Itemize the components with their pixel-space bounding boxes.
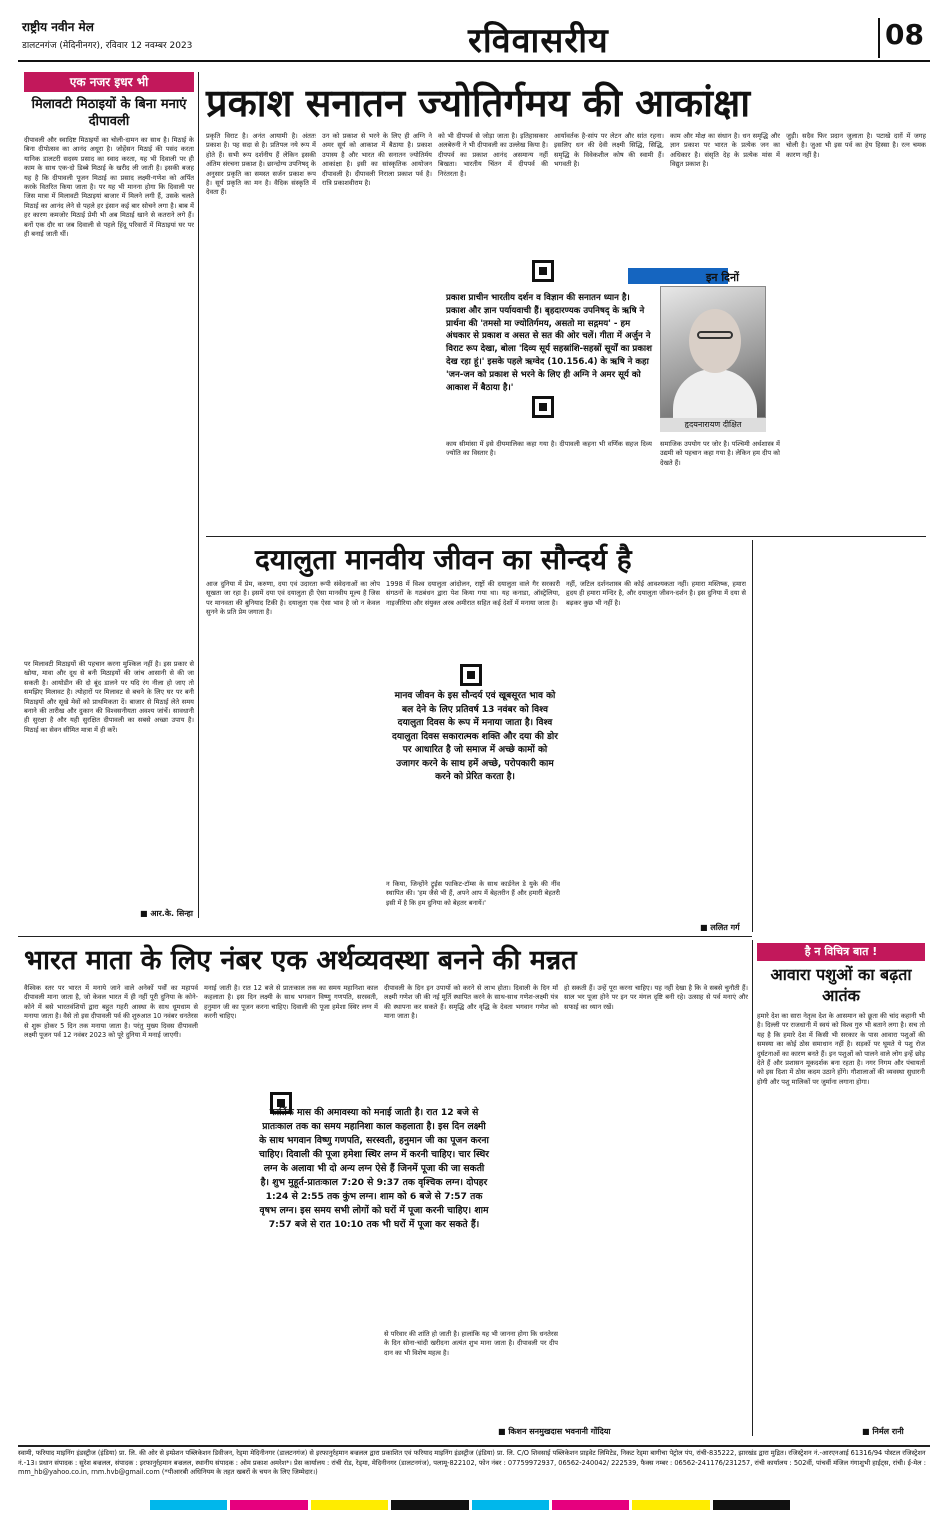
side-box-headline: आवारा पशुओं का बढ़ता आतंक: [770, 965, 912, 1005]
qr-code-icon: [460, 664, 482, 686]
section-rule: [206, 536, 926, 537]
section-rule: [18, 936, 752, 937]
article1-text: आर्यावर्तक है-सांप पर लेटन और सांत रहना। इसलिए धन की देवी लक्ष्मी सिद्धि, सिद्धि, समृद्धि के विवेकशील कोष की स्वामी हैं। भगवती है।: [554, 132, 664, 169]
article3-col1: [24, 984, 198, 1432]
sidebar-label: एक नजर इधर भी: [24, 72, 194, 92]
article2-text: आज दुनिया में प्रेम, करुणा, दया एवं उदारता रूपी संवेदनाओं का लोप सूखता जा रहा है। इसमें दया एवं दयालुता ही ऐसा मानवीय मूल्य है जिस पर मानवता की बुनियाद टिकी है। दयालुता एक ऐसा भाव है जो न केवल सुनने के प्रति प्रेम जगाता है।: [206, 580, 380, 617]
article2-text: 1998 में विश्व दयालुता आंदोलन, राष्ट्रों की दयालुता वाले गैर सरकारी संगठनों के गठबंधन द्वारा पेश किया गया था। यह कनाडा, ऑस्ट्रेलिया, नाइजीरिया और संयुक्त अरब अमीरात सहित कई देशों में मनाया जाता है।: [386, 580, 560, 607]
article1-col3: [438, 132, 548, 252]
article2-text: नहीं, जटिल दर्शनशास्त्र की कोई आवश्यकता नहीं। हमारा मस्तिष्क, हमारा हृदय ही हमारा मन्दिर है, और दयालुता जीवन-दर्शन है। इस दुनिया में दया से बढ़कर कुछ भी नहीं है।: [566, 580, 746, 607]
article2-headline: दयालुता मानवीय जीवन का सौन्दर्य है: [255, 543, 632, 576]
article3-headline: भारत माता के लिए नंबर एक अर्थव्यवस्था बनने की मन्नत: [24, 945, 577, 976]
article1-col6: [786, 132, 926, 532]
author-photo-face: [689, 309, 741, 373]
article2-col3: [566, 580, 746, 918]
article2-text: न किया, जिन्होंने ट्रूईस फाकिट-टॉम्स के साथ कार्डनेल डे युके की नींव स्थापित की। 'हम जैसे भी हैं, अपने आप में बेहतरीन हैं और हमारी बेहतरी इसी में है कि हम दुनिया को बेहतर बनायें।': [386, 880, 560, 907]
article3-col3: [384, 984, 558, 1074]
column-rule: [752, 540, 753, 932]
column-rule: [198, 72, 199, 918]
article3-text: वैश्विक स्तर पर भारत में मनाये जाने वाले अनेकों पर्वों का महापर्व दीपावली माना जाता है, जो केवल भारत में ही नहीं पूरी दुनिया के कोने-कोने में बसे भारतवंशियों द्वारा बहुत गहरी आस्था के साथ धूमधाम से मनाया जाता है। वैसे तो इस दीपावली पर्व की शुरुआत 10 नवंबर धनतेरस से शुरू होकर 5 दिन तक मनाया जाता है। परंतु मुख्य दिवस दीपावली लक्ष्मी पूजन पर्व 12 नवंबर 2023 को पूरे दुनिया में मनाई जाएगी।: [24, 984, 198, 1040]
paper-name: राष्ट्रीय नवीन मेल: [22, 20, 94, 34]
article1-col4: [554, 132, 664, 252]
sidebar-body-top: [24, 136, 194, 656]
side-box-text: हमारे देश का सारा नेतृत्व देश के आसमान को छूता की चांद कहानी भी है। दिल्ली पर राजधानी में स्वयं को विश्व गुरु भी बताने लगा है। सच तो यह है कि हमारे देश में किसी भी सरकार के पास आवारा पशुओं की समस्या का कोई ठोस समाधान नहीं है। सड़कों पर घूमते ये पशु रोज दुर्घटनाओं का कारण बनते हैं। इन पशुओं को पालने वाले लोग इन्हें छोड़ देते हैं और प्रशासन मूकदर्शक बना रहता है। नगर निगम और पंचायतों को इस दिशा में ठोस कदम उठाने होंगे। गौशालाओं की व्यवस्था सुधारनी होगी और पशु मालिकों पर जुर्माना लगाना होगा।: [757, 1012, 925, 1086]
registration-swatch: [472, 1500, 549, 1510]
article1-text: उन को प्रकाश से भरने के लिए ही अग्नि ने अमर सूर्य को आकाश में बैठाया है। प्रकाश उपास्य है और भारत की सनातन ज्योतिर्मय आकांक्षा है। इसी का सांस्कृतिक आयोजन दीपावली है। दीपावली निराला प्रकाश पर्व है। रात्रि प्रकाशवीराम है।: [322, 132, 432, 188]
imprint-text: स्वामी, फरियाद माइनिंग इंडस्ट्रीज (इंडिया) प्रा. लि. की ओर से इम्प्रेशन पब्लिकेशन डिवीजन, रेड्मा मेदिनीनगर (डालटनगंज) से इरफानुर्रहमान बज्रलल द्वारा प्रकाशित एवं फरियाद माइनिंग इंडस्ट्रीज (इंडिया) प्रा. लि. C/O शिवसाई पब्लिकेशन प्राइवेट लिमिटेड, निकट रेड्मा बागीचा पेट्रोल पंप, रांची-835222, झारखंड द्वारा मुद्रित। रजिस्ट्रेशन नं.-आरएनआई 61316/94 पोस्टल रजिस्ट्रेशन नं.-13। प्रधान संपादक : सुरेश बज्रलल, संपादक : इरफानुर्रहमान बज्रलल, स्थानीय संपादक : ओम प्रकाश अमरेश*। प्रेस कार्यालय : रांची रोड, रेड्मा, मेदिनीनगर (डालटनगंज), पलामू-822102, फोन नंबर : 07759972937, 06562-240042/ 222539, फैक्स नम्बर : 06562-241176/231257, रांची कार्यालय : 502वीं, पांचवीं मंजिल गंगाशुभी हाईट्स, रांची। ई-मेल : mm_hb@yahoo.co.in, rnm.hvb@gmail.com (*पीआरबी अधिनियम के तहत खबरों के चयन के लिए जिम्मेदार।): [18, 1449, 926, 1476]
article1-mid-left: [446, 440, 652, 532]
article1-col2: [322, 132, 432, 532]
imprint-footer: [18, 1445, 930, 1499]
sidebar-byline: ■ आर.के. सिन्हा: [140, 909, 193, 918]
registration-swatch: [713, 1500, 790, 1510]
sidebar-paragraph: पर मिलावटी मिठाइयों की पहचान करना मुश्किल नहीं है। इस प्रकार से खोया, मावा और दूध से बनी मिठाइयों की जांच आसानी से की जा सकती है। आयोडीन की दो बूंद डालने पर यदि रंग नीला हो जाए तो समझिए मिलावट है। त्योहारों पर मिलावट से बचने के लिए घर पर बनी मिठाइयों और सूखे मेवों को प्राथमिकता दें। बाजार से मिठाई लेते समय बनाने की तारीख और दुकान की विश्वसनीयता अवश्य जांचें। सावधानी ही सुरक्षा है और यही सुरक्षित दीपावली का सबसे अच्छा उपाय है। मिठाई का सेवन सीमित मात्रा में ही करें।: [24, 660, 194, 734]
article1-mid-right: [660, 440, 780, 532]
author-photo: [660, 286, 766, 418]
column-rule: [752, 940, 753, 1436]
article3-text: दीपावली के दिन इन उपायों को करने से लाभ होता। दिवाली के दिन माँ लक्ष्मी गणेश जी की नई मूर्ति स्थापित करने के साथ-साथ गणेश-लक्ष्मी यंत्र की स्थापना कर सकते हैं। समृद्धि और वृद्धि के देवता भगवान गणेश को माना जाता है।: [384, 984, 558, 1021]
glasses-icon: [697, 331, 733, 339]
registration-swatch: [311, 1500, 388, 1510]
registration-swatch: [150, 1500, 227, 1510]
section-title: रविवासरीय: [468, 21, 609, 61]
article3-col4: [564, 984, 748, 1432]
registration-swatch: [230, 1500, 307, 1510]
article2-col1: [206, 580, 380, 918]
article1-pull-quote: प्रकाश प्राचीन भारतीय दर्शन व विज्ञान की सनातन ध्यान है। प्रकाश और ज्ञान पर्यायवाची हैं। बृहदारण्यक उपनिषद् के ऋषि ने प्रार्थना की 'तमसो मा ज्योतिर्गमय, असतो मा सद्गमय' - हम अंधकार से प्रकाश व असत से सत की ओर चलें। गीता में अर्जुन ने विराट रूप देखा, बोला 'दिव्य सूर्य सहस्रांशि-सहस्रों सूर्यों का प्रकाश देख रहा हूं।' इसके पहले ऋग्वेद (10.156.4) के ऋषि ने कहा 'जन-जन को प्रकाश से भरने के लिए ही अग्नि ने अमर सूर्य को आकाश में बैठाया है।': [446, 293, 652, 393]
article1-text: जुड़ी। सदैव फिर प्रदान जुलाता है। पटाखे दाग़ें में जगह चोली है। जुआ भी इस पर्व का हेय हिस्सा है। रत्न चमक कारण नहीं है।: [786, 132, 926, 159]
article3-pull-quote: कार्तिक मास की अमावस्या को मनाई जाती है। रात 12 बजे से प्रातःकाल तक का समय महानिशा काल कहलाता है। इस दिन लक्ष्मी के साथ भगवान विष्णु गणपति, सरस्वती, हनुमान जी का पूजन करना चाहिए। दिवाली की पूजा हमेशा स्थिर लग्न में करनी चाहिए। चार स्थिर लग्न के अलावा भी दो अन्य लग्न ऐसे हैं जिनमें पूजा की जा सकती है। शुभ मुहूर्त-प्रातःकाल 7:20 से 9:37 तक वृश्चिक लग्न। दोपहर 1:24 से 2:55 तक कुंभ लग्न। शाम को 6 बजे से 7:57 तक वृषभ लग्न। इस समय सभी लोगों को घरों में पूजा करनी चाहिए। शाम 7:57 बजे से रात 10:10 तक भी घरों में पूजा कर सकते हैं।: [259, 1107, 489, 1230]
article1-headline: प्रकाश सनातन ज्योतिर्गमय की आकांक्षा: [206, 80, 751, 125]
color-registration-bar: [150, 1500, 790, 1510]
qr-code-icon: [532, 396, 554, 418]
article1-col5: [670, 132, 780, 252]
side-box-label: है न विचित्र बात !: [757, 943, 925, 961]
sidebar-headline: मिलावटी मिठाइयों के बिना मनाएं दीपावली: [31, 97, 187, 129]
photo-caption: हृदयनारायण दीक्षित: [660, 418, 766, 432]
side-box-body: [757, 1012, 925, 1422]
masthead: [18, 14, 930, 62]
page-number: 08: [878, 18, 930, 58]
article1-text: को भी दीपपर्व से जोड़ा जाता है। इतिहासकार अलबेरुनी ने भी दीपावली का उल्लेख किया है। दीपपर्व का प्रकाश आनंद असमान्य नहीं बिखता। भारतीय चिंतन में दीपपर्व की निरंतरता है।: [438, 132, 548, 178]
article2-col2-bottom: [386, 880, 560, 920]
article3-byline: ■ किशन सनमुखदास भवनानी गोंदिया: [498, 1427, 611, 1436]
article1-col1: [206, 132, 316, 532]
article2-pull-quote: मानव जीवन के इस सौन्दर्य एवं खूबसूरत भाव को बल देने के लिए प्रतिवर्ष 13 नवंबर को विश्व दयालुता दिवस के रूप में मनाया जाता है। विश्व दयालुता दिवस सकारात्मक शक्ति और दया की डोर पर आधारित है जो समाज में अच्छे कामों को उजागर करने के साथ हमें अच्छे, परोपकारी काम करने को प्रेरित करता है।: [392, 691, 558, 782]
article3-col5: [384, 1330, 558, 1432]
article2-byline: ■ ललित गर्ग: [700, 923, 740, 932]
article1-text: प्रकृति विराट है। अनंत आयामी है। अंततः प्रकाश है। पह सदा से है। प्रतिपल नये रूप में होते हैं। सभी रूप दर्शनीय हैं लेकिन इसकी अंतिम संरचना प्रकाश है। छान्दोग्य उपनिषद् के अनुसार प्रकृति का समस्त सर्जन प्रकाश रूप है। सूर्य प्रकृति का मन है। वैदिक संस्कृति में देवता हैं।: [206, 132, 316, 197]
article1-text: काम और मोक्ष का संधान है। धन समृद्धि और ज्ञान प्रकाश पर भारत के प्रत्येक जन का अधिकार है। संसृति देह के प्रत्येक मांस में विद्युत प्रकाश है।: [670, 132, 780, 169]
registration-swatch: [632, 1500, 709, 1510]
article1-text: काय सीमांसा में इसे दीयमालिका कहा गया है। दीपावली कहना भी वर्णिक सहज दिव्य ज्योति का विस्तार है।: [446, 440, 652, 458]
side-box-byline: ■ निर्मल रानी: [862, 1427, 904, 1436]
issue-date-line: डालटनगंज (मेदिनीनगर), रविवार 12 नवम्बर 2023: [22, 41, 193, 51]
sidebar-body-bottom: [24, 660, 194, 900]
article3-text: से परिवार की शांति हो जाती है। हालांकि यह भी जानना होगा कि धनतेरस के दिन सोना-चांदी खरीदना अत्यंत शुभ माना जाता है। दीपावली पर दीप दान का भी विशेष महत्व है।: [384, 1330, 558, 1357]
article1-text: समाजिक उपयोग पर जोर है। पश्चिमी अर्थशास्त्र में उद्यमी को पहचान कहा गया है। लेकिन हम दीप को देखते हैं।: [660, 440, 780, 467]
article2-col2: [386, 580, 560, 646]
qr-code-icon: [532, 260, 554, 282]
article3-text: मनाई जाती है। रात 12 बजे से प्रातःकाल तक का समय महानिशा काल कहलाता है। इस दिन लक्ष्मी के साथ भगवान विष्णु गणपति, सरस्वती, हनुमान जी का पूजन करना चाहिए। दिवाली की पूजा हमेशा स्थिर लग्न में करनी चाहिए।: [204, 984, 378, 1021]
sidebar-paragraph: दीपावली और स्वादिष्ट मिठाइयों का चोली-दामन का साथ है। मिठाई के बिना दीपोत्सव का आनंद अधूरा है। जोहेंसन मिठाई की पसंद करता यानिक डालटरी सदस्य प्रसाद का स्वाद करता, यह भी दिवाली पर ही काम के साथ एक-दो डिब्बे मिठाई के खरीद ली जाती है। इसकी बजह यह है कि दीपावली पूजन मिठाई का प्रसाद लक्ष्मी-गणेश को अर्पित करके वितरित किया जाता है। पर यह भी मानना होगा कि दिवाली पर जिस मात्रा में मिलावटी मिठाइयां बाजार में मिलने लगी हैं, उसके चलते मिठाई का आनंद लेने से पहले हर इंसान कई बार सोचने लगा है। बाब में हर कारण कमजोर मिठाई प्रेमी भी अब मिठाई खाने से कतराने लगे हैं। बनों एक दौर था जब दिवाली से पहले हिंदू परिवारों में मिठाइयां घर पर ही बनाई जाती थीं।: [24, 136, 194, 239]
registration-swatch: [552, 1500, 629, 1510]
column-label: इन दिनों: [706, 271, 739, 284]
registration-swatch: [391, 1500, 468, 1510]
article3-text: हो सकती हैं। उन्हें पूरा करना चाहिए। यह नहीं देखा है कि वे सबसे चुनौती हैं। साल भर पूजा होने पर इन पर मंगल दृष्टि बनी रहे। उत्साह से पर्व मनाएं और सफाई का ध्यान रखें।: [564, 984, 748, 1011]
author-photo-body: [673, 369, 757, 419]
